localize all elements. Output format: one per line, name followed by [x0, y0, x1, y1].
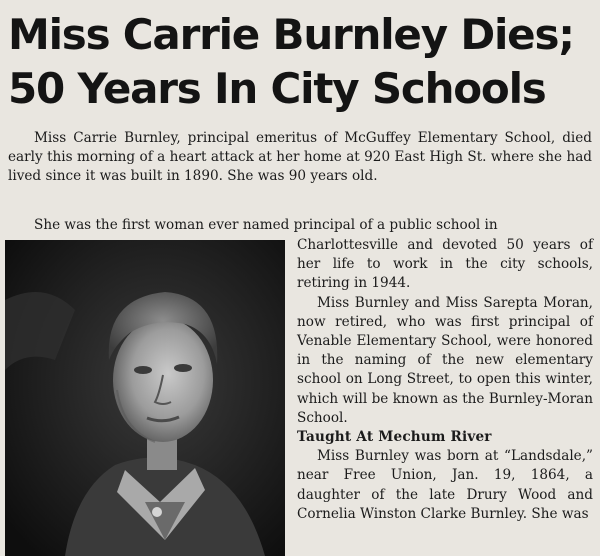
headline-line-2: 50 Years In City Schools [8, 64, 546, 113]
portrait-photo [5, 240, 285, 556]
article-paragraph-4: Miss Burnley and Miss Sarepta Moran, now retired, who was first principal of Venable Elementary School, were honored in the naming of the new elementary school on Long Street, to open this winter, which will be known as the Burnley-Moran School. [297, 294, 593, 426]
article-paragraph-2: She was the first woman ever named principal of a public school in [34, 217, 498, 233]
right-column [297, 236, 593, 524]
headline-line-1: Miss Carrie Burnley Dies; [8, 10, 574, 59]
article-paragraph-3: Charlottesville and devoted 50 years of her life to work in the city schools, retiring in 1944. [297, 237, 593, 292]
headline [8, 8, 598, 116]
portrait-image [5, 240, 285, 556]
article-subhead: Taught At Mechum River [297, 429, 492, 446]
article-paragraph-1: Miss Carrie Burnley, principal emeritus of McGuffey Elementary School, died early this morning of a heart attack at her home at 920 East High St. where she had lived since it was built in 1890. She was 90 years old. [8, 130, 592, 185]
article-paragraph-5: Miss Burnley was born at “Landsdale,” near Free Union, Jan. 19, 1864, a daughter of the late Drury Wood and Cornelia Winston Clarke Burnley. She was [297, 448, 593, 522]
